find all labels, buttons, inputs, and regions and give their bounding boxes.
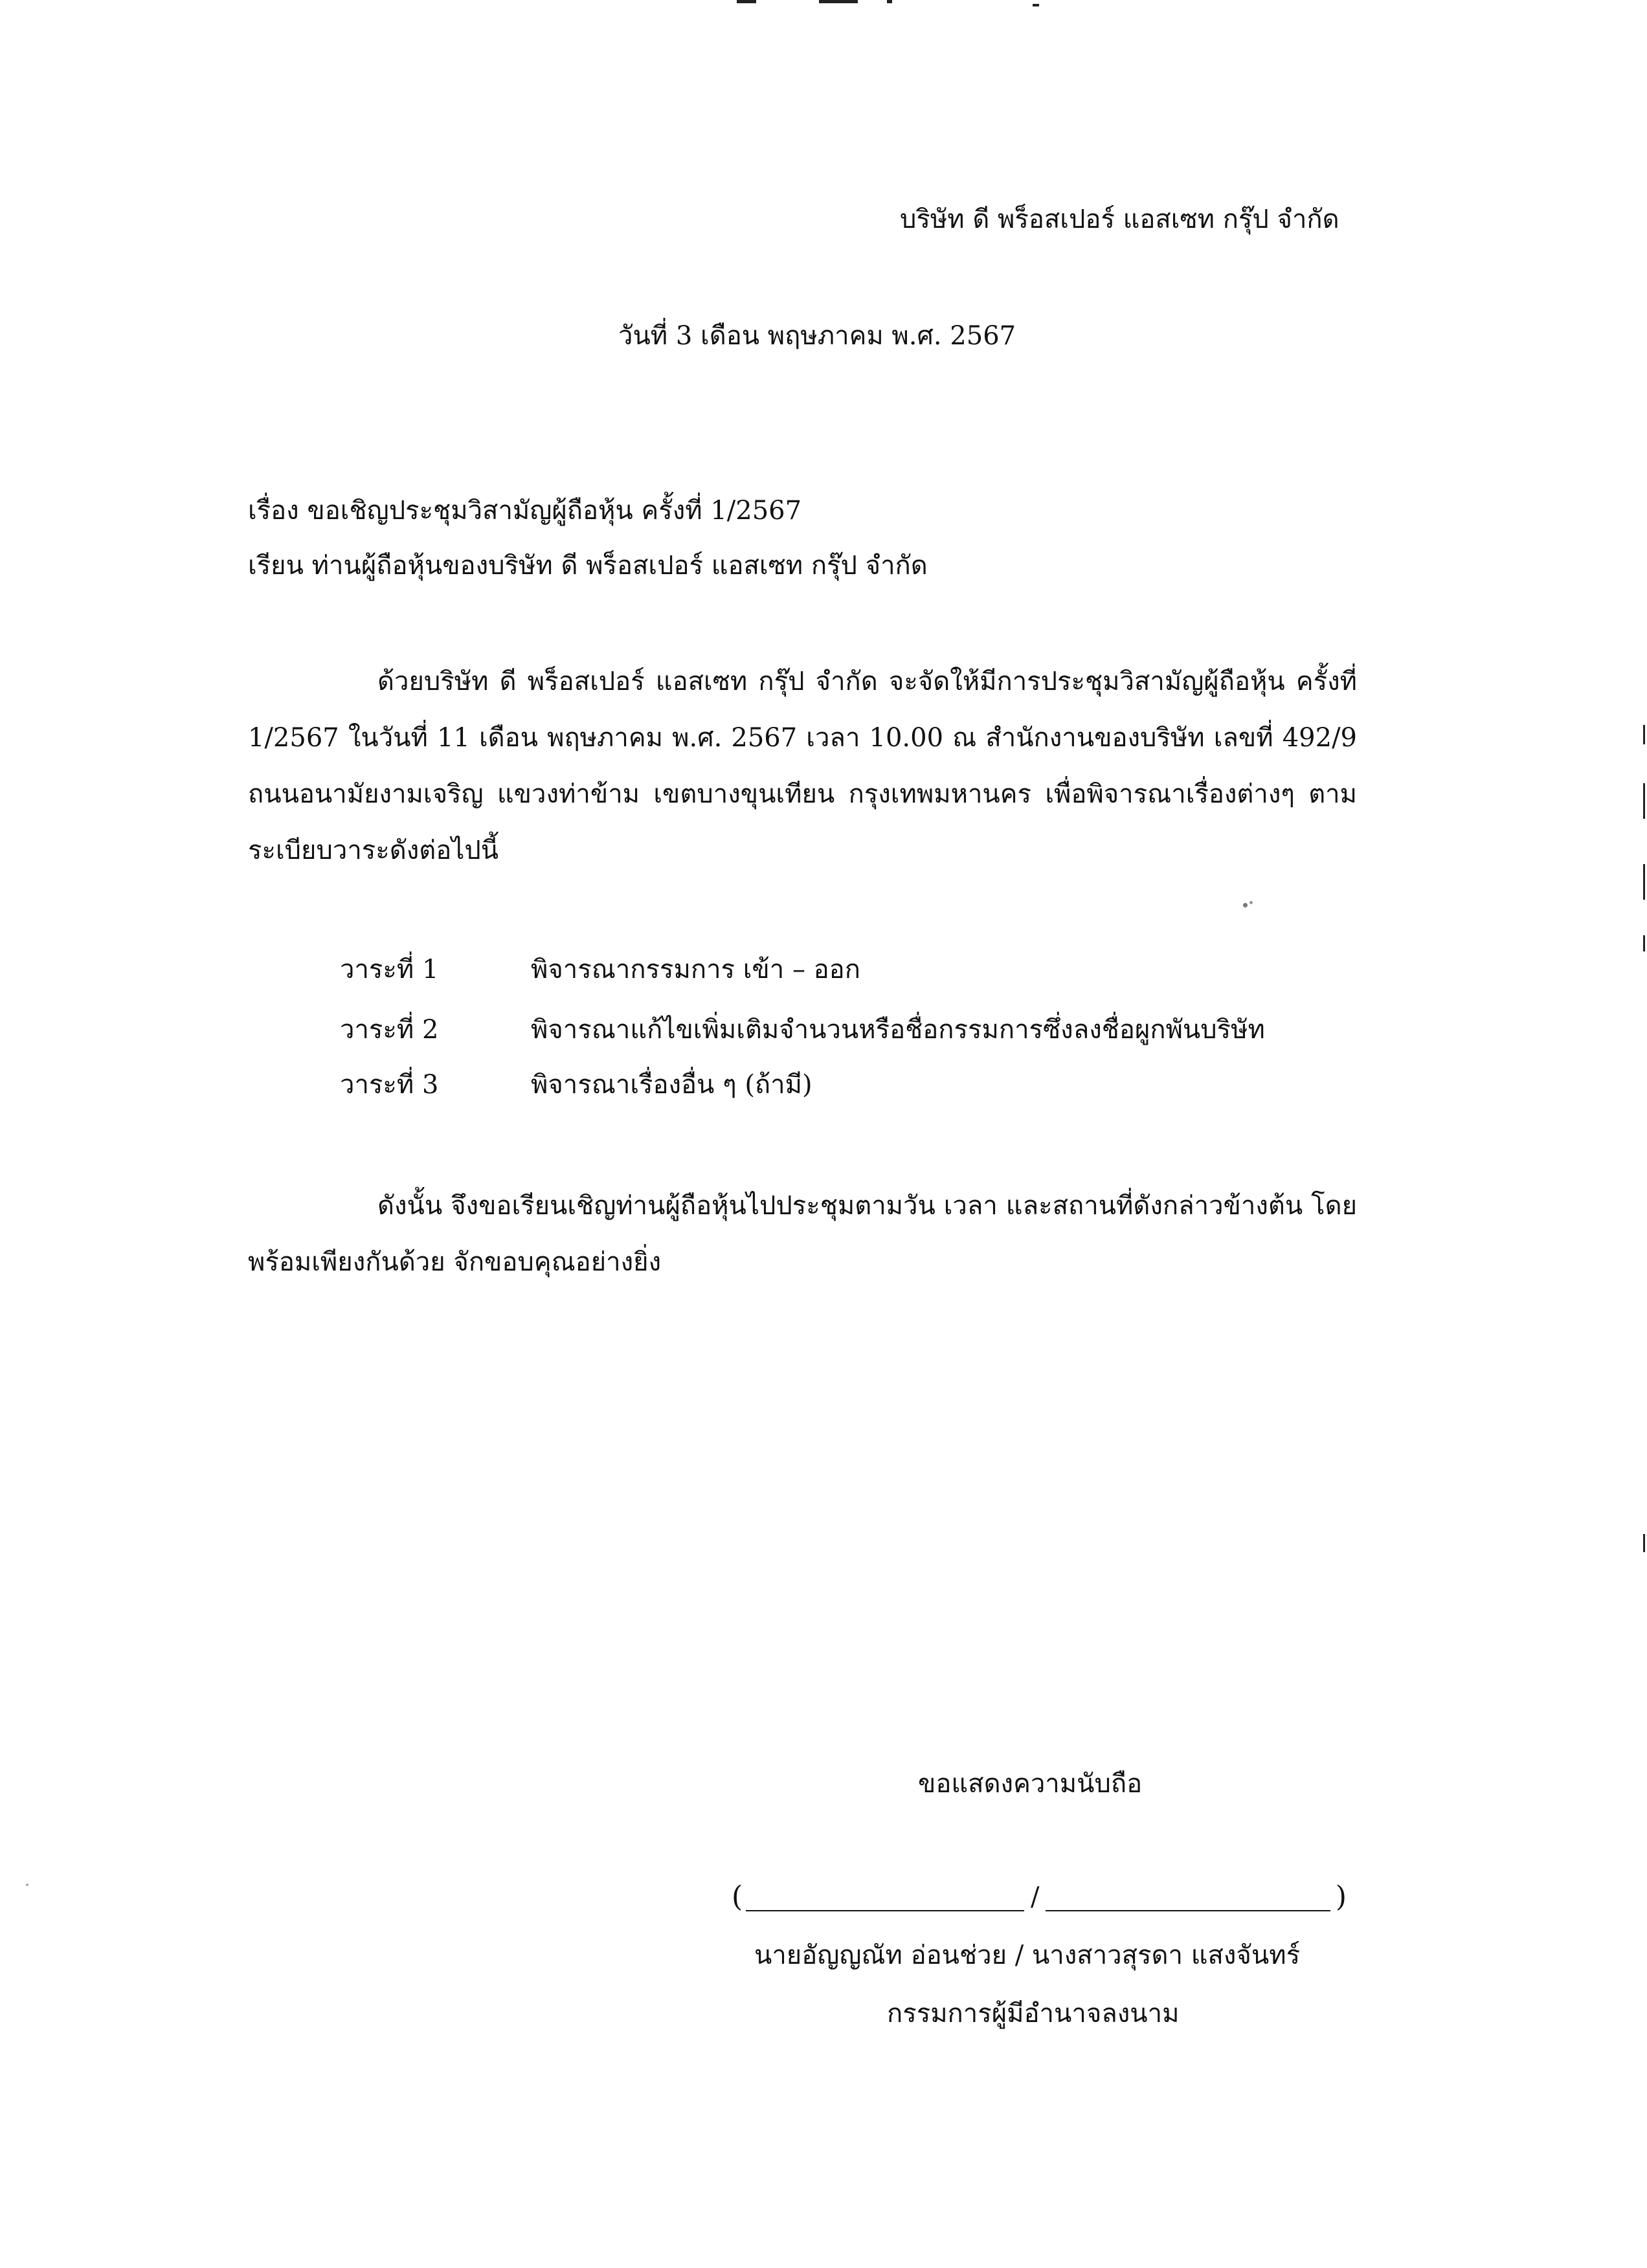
signature-rule-right [1046, 1910, 1330, 1911]
closing-paragraph [248, 1178, 1357, 1291]
scan-artifact [737, 0, 756, 3]
agenda-text: พิจารณาเรื่องอื่น ๆ (ถ้ามี) [531, 1070, 812, 1100]
signature-rule-left [746, 1910, 1024, 1911]
signature-separator: / [1031, 1882, 1040, 1912]
signer-names: นายอัญญณัท อ่อนช่วย / นางสาวสุรดา แสงจันทร์ [754, 1940, 1301, 1970]
scan-speck [1249, 901, 1253, 904]
scan-artifact [1643, 783, 1645, 819]
scan-speck [1243, 903, 1248, 907]
scan-artifact [1643, 1534, 1645, 1552]
signer-title: กรรมการผู้มีอำนาจลงนาม [887, 1999, 1180, 2029]
letter-subject: เรื่อง ขอเชิญประชุมวิสามัญผู้ถือหุ้น ครั้งที่ 1/2567 [248, 496, 802, 526]
closing-paragraph-text: ดังนั้น จึงขอเรียนเชิญท่านผู้ถือหุ้นไปประชุมตามวัน เวลา และสถานที่ดังกล่าวข้างต้น โดยพร้อมเพียงกันด้วย จักขอบคุณอย่างยิ่ง [248, 1191, 1357, 1277]
signature-open-paren: ( [732, 1880, 743, 1913]
letter-date: วันที่ 3 เดือน พฤษภาคม พ.ศ. 2567 [618, 321, 1016, 351]
body-paragraph [248, 654, 1357, 879]
regards-line: ขอแสดงความนับถือ [918, 1769, 1143, 1799]
agenda-item [340, 953, 860, 986]
agenda-text: พิจารณากรรมการ เข้า – ออก [531, 955, 860, 984]
scan-artifact [1033, 4, 1039, 6]
body-paragraph-text: ด้วยบริษัท ดี พร็อสเปอร์ แอสเซท กรุ๊ป จำกัด จะจัดให้มีการประชุมวิสามัญผู้ถือหุ้น ครั้งที่ 1/2567 ในวันที่ 11 เดือน พฤษภาคม พ.ศ. 2567 เวลา 10.00 ณ สำนักงานของบริษัท เลขที่ 492/9 ถนนอนามัยงามเจริญ แขวงท่าข้าม เขตบางขุนเทียน กรุงเทพมหานคร เพื่อพิจารณาเรื่องต่างๆ ตามระเบียบวาระดังต่อไปนี้ [248, 667, 1357, 865]
agenda-number: วาระที่ 2 [340, 1015, 439, 1045]
agenda-item [340, 1068, 812, 1102]
letter-salutation: เรียน ท่านผู้ถือหุ้นของบริษัท ดี พร็อสเปอร์ แอสเซท กรุ๊ป จำกัด [248, 551, 928, 581]
agenda-item [340, 1013, 1265, 1047]
agenda-number: วาระที่ 1 [340, 955, 439, 984]
scan-speck [26, 1884, 28, 1886]
signature-close-paren: ) [1335, 1880, 1347, 1913]
agenda-number: วาระที่ 3 [340, 1070, 439, 1100]
company-name: บริษัท ดี พร็อสเปอร์ แอสเซท กรุ๊ป จำกัด [900, 205, 1339, 234]
scan-artifact [819, 0, 858, 3]
agenda-text: พิจารณาแก้ไขเพิ่มเติมจำนวนหรือชื่อกรรมการซึ่งลงชื่อผูกพันบริษัท [531, 1015, 1265, 1045]
signature-line [732, 1880, 1347, 1914]
scan-artifact [1643, 864, 1645, 900]
scan-artifact [887, 0, 892, 3]
scan-artifact [1643, 935, 1645, 951]
scan-artifact [1643, 725, 1645, 744]
